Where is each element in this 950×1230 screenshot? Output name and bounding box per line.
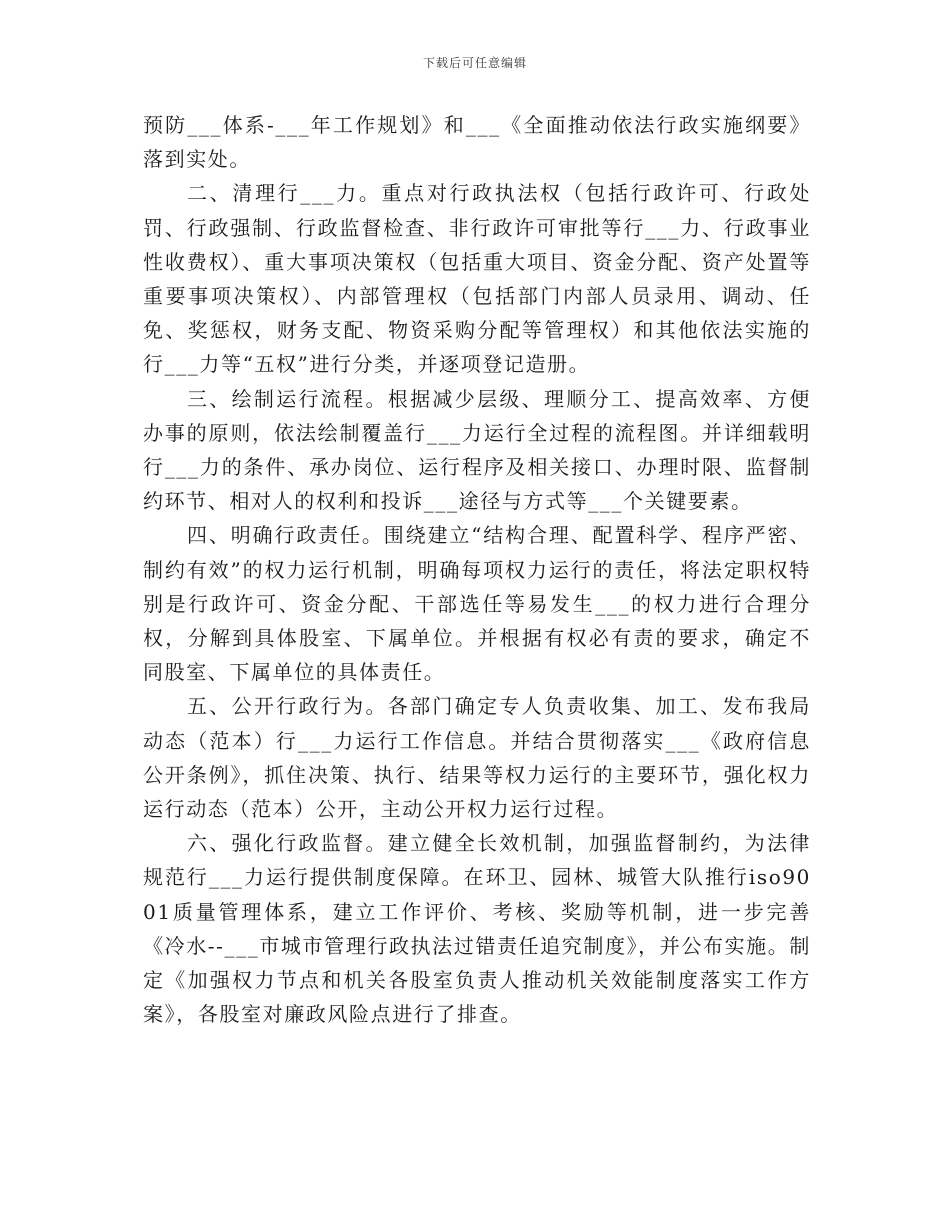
page-header-note: 下载后可任意编辑 [422, 56, 527, 70]
document-body [143, 108, 811, 1031]
paragraph-continuation: 预防___体系-___年工作规划》和___《全面推动依法行政实施纲要》落到实处。 [143, 113, 811, 172]
paragraph-supervision: 六、强化行政监督。建立健全长效机制，加强监督制约，为法律规范行___力运行提供制度保障。在环卫、园林、城管大队推行iso9001质量管理体系，建立工作评价、考核、奖励等机制，进一步完善《冷水--___市城市管理行政执法过错责任追究制度》，并公布实施。制定《加强权力节点和机关各股室负责人推动机关效能制度落实工作方案》，各股室对廉政风险点进行了排查。 [143, 831, 811, 1027]
paragraph-flowchart: 三、绘制运行流程。根据减少层级、理顺分工、提高效率、方便办事的原则，依法绘制覆盖行___力运行全过程的流程图。并详细载明行___力的条件、承办岗位、运行程序及相关接口、办理时限、监督制约环节、相对人的权利和投诉___途径与方式等___个关键要素。 [143, 386, 811, 514]
paragraph-disclosure: 五、公开行政行为。各部门确定专人负责收集、加工、发布我局动态（范本）行___力运行工作信息。并结合贯彻落实___《政府信息公开条例》，抓住决策、执行、结果等权力运行的主要环节，强化权力运行动态（范本）公开，主动公开权力运行过程。 [143, 694, 811, 822]
paragraph-clean-power: 二、清理行___力。重点对行政执法权（包括行政许可、行政处罚、行政强制、行政监督检查、非行政许可审批等行___力、行政事业性收费权）、重大事项决策权（包括重大项目、资金分配、资产处置等重要事项决策权）、内部管理权（包括部门内部人员录用、调动、任免、奖惩权，财务支配、物资采购分配等管理权）和其他依法实施的行___力等“五权”进行分类，并逐项登记造册。 [143, 181, 811, 377]
paragraph-responsibility: 四、明确行政责任。围绕建立“结构合理、配置科学、程序严密、制约有效”的权力运行机制，明确每项权力运行的责任，将法定职权特别是行政许可、资金分配、干部选任等易发生___的权力进行合理分权，分解到具体股室、下属单位。并根据有权必有责的要求，确定不同股室、下属单位的具体责任。 [143, 523, 811, 685]
